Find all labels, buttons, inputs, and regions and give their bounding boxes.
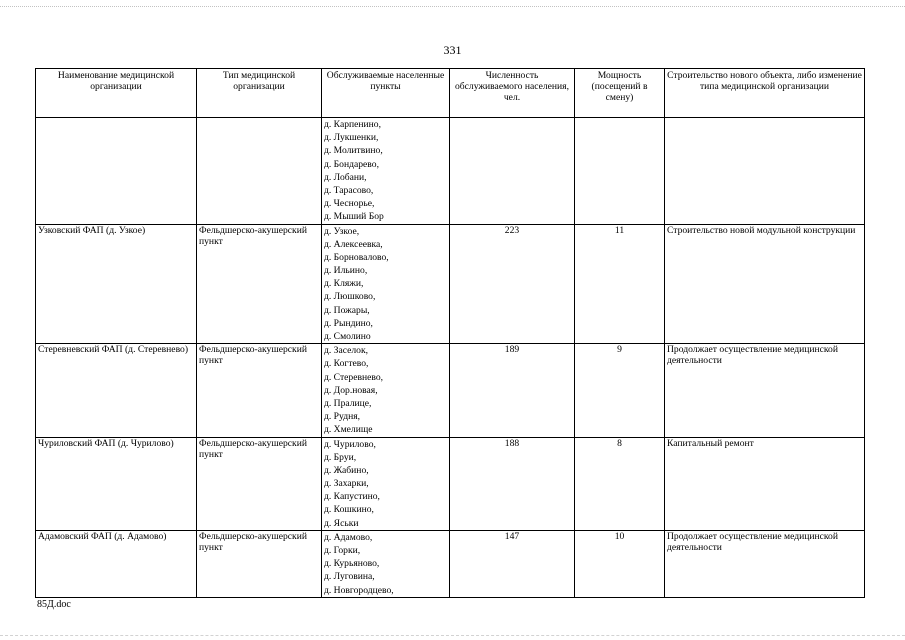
settlement-item: д. Бруи, (324, 451, 357, 463)
settlement-item: д. Капустино, (324, 491, 380, 503)
settlement-item: д. Чеснорье, (324, 198, 375, 210)
organization-type-cell: Фельдшерско-акушерский пункт (197, 530, 322, 597)
settlement-item: д. Хмелище (324, 424, 373, 436)
settlement-item: д. Пожары, (324, 304, 370, 316)
settlement-item: д. Ильино, (324, 265, 368, 277)
organization-type-cell: Фельдшерско-акушерский пункт (197, 344, 322, 437)
settlement-item: д. Стеревнево, (324, 371, 384, 383)
settlement-item: д. Когтево, (324, 358, 369, 370)
table-row (36, 224, 865, 344)
settlement-item: д. Курьяново, (324, 558, 380, 570)
settlements-cell (322, 344, 450, 437)
settlement-item: д. Мыший Бор (324, 211, 384, 223)
settlements-cell (322, 224, 450, 344)
table-body (36, 118, 865, 598)
table-row (36, 530, 865, 597)
settlement-item: д. Кляжи, (324, 278, 364, 290)
population-cell: 189 (450, 344, 575, 437)
settlement-item: д. Захарки, (324, 478, 369, 490)
organization-name-cell: Чуриловский ФАП (д. Чурилово) (36, 437, 197, 530)
settlements-cell (322, 118, 450, 225)
medical-organizations-table (35, 68, 865, 598)
capacity-cell: 9 (575, 344, 665, 437)
settlement-item: д. Дор.новая, (324, 384, 378, 396)
settlement-item: д. Рудня, (324, 411, 361, 423)
settlement-item: д. Заселок, (324, 345, 369, 357)
page-number: 331 (443, 43, 462, 57)
organization-type-cell: Фельдшерско-акушерский пункт (197, 224, 322, 344)
settlement-item: д. Карпенино, (324, 119, 381, 130)
scan-top-edge (0, 0, 905, 7)
capacity-cell (575, 118, 665, 225)
organization-name-cell: Адамовский ФАП (д. Адамово) (36, 530, 197, 597)
organization-name-cell: Узковский ФАП (д. Узкое) (36, 224, 197, 344)
settlement-item: д. Новгородцево, (324, 584, 394, 596)
settlement-item: д. Рындино, (324, 317, 373, 329)
header-construction-action: Строительство нового объекта, либо изменение типа медицинской организации (665, 69, 865, 118)
settlement-item: д. Адамово, (324, 531, 373, 543)
construction-action-cell (665, 118, 865, 225)
settlement-item: д. Алексеевка, (324, 238, 383, 250)
settlement-item: д. Узкое, (324, 225, 360, 237)
construction-action-cell: Капитальный ремонт (665, 437, 865, 530)
settlements-cell (322, 530, 450, 597)
organization-type-cell: Фельдшерско-акушерский пункт (197, 437, 322, 530)
header-organization-type: Тип медицинской организации (197, 69, 322, 118)
header-organization-name: Наименование медицинской организации (36, 69, 197, 118)
table-row (36, 344, 865, 437)
settlement-item: д. Лобани, (324, 171, 367, 183)
table-row (36, 437, 865, 530)
table-row (36, 118, 865, 225)
settlement-item: д. Яськи (324, 517, 359, 529)
settlement-item: д. Лукшенки, (324, 132, 379, 144)
population-cell: 223 (450, 224, 575, 344)
settlement-item: д. Пралице, (324, 397, 372, 409)
header-capacity: Мощность (посещений в смену) (575, 69, 665, 118)
settlement-item: д. Бондарево, (324, 158, 379, 170)
organization-name-cell (36, 118, 197, 225)
header-settlements: Обслуживаемые населенные пункты (322, 69, 450, 118)
settlement-item: д. Луговина, (324, 571, 375, 583)
settlements-cell (322, 437, 450, 530)
construction-action-cell: Продолжает осуществление медицинской деятельности (665, 530, 865, 597)
settlement-item: д. Молитвино, (324, 145, 383, 157)
settlement-item: д. Люшково, (324, 291, 376, 303)
table-header-row (36, 69, 865, 118)
capacity-cell: 8 (575, 437, 665, 530)
population-cell: 147 (450, 530, 575, 597)
settlement-item: д. Чурилово, (324, 438, 376, 450)
population-cell (450, 118, 575, 225)
capacity-cell: 10 (575, 530, 665, 597)
organization-type-cell (197, 118, 322, 225)
scan-bottom-edge (0, 635, 905, 638)
settlement-item: д. Кошкино, (324, 504, 374, 516)
header-population: Численность обслуживаемого населения, чел. (450, 69, 575, 118)
construction-action-cell: Продолжает осуществление медицинской деятельности (665, 344, 865, 437)
settlement-item: д. Горки, (324, 545, 361, 556)
construction-action-cell: Строительство новой модульной конструкции (665, 224, 865, 344)
organization-name-cell: Стеревневский ФАП (д. Стеревнево) (36, 344, 197, 437)
document-filename: 85Д.doc (37, 599, 71, 610)
settlement-item: д. Жабино, (324, 464, 369, 476)
capacity-cell: 11 (575, 224, 665, 344)
settlement-item: д. Тарасово, (324, 184, 374, 196)
population-cell: 188 (450, 437, 575, 530)
settlement-item: д. Борновалово, (324, 251, 389, 263)
settlement-item: д. Смолино (324, 331, 371, 342)
